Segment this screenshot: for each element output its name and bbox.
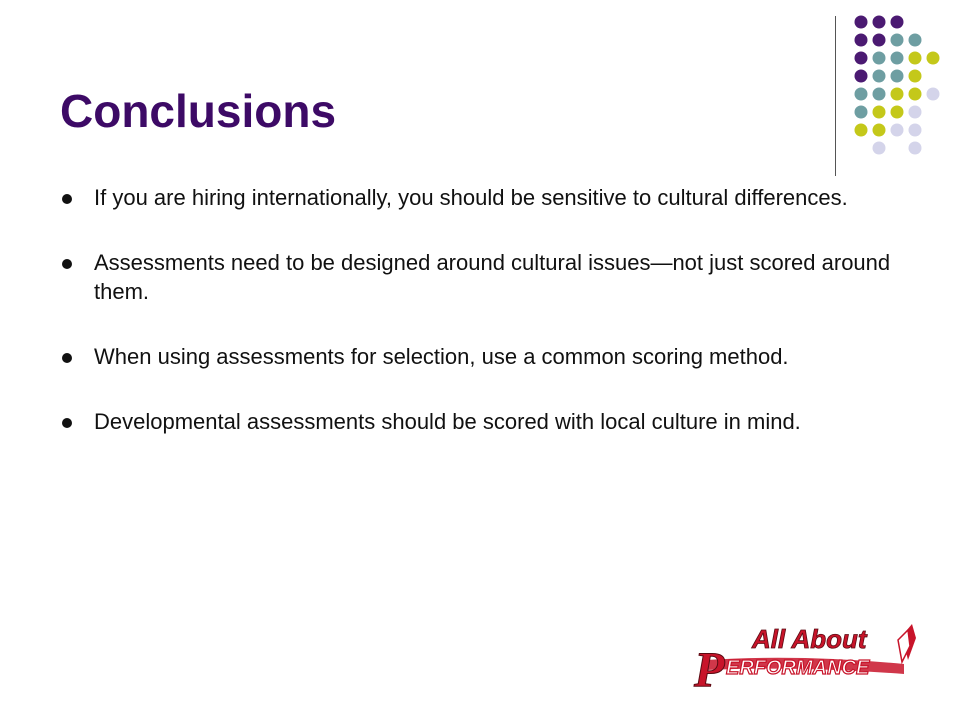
logo-line2: ERFORMANCE xyxy=(726,657,870,679)
decorative-dot xyxy=(855,34,868,47)
logo-line1: All About xyxy=(752,624,867,654)
decorative-dot xyxy=(873,142,886,155)
bullet-dot-icon xyxy=(62,418,72,428)
bullet-item xyxy=(62,183,922,212)
slide-title: Conclusions xyxy=(60,85,337,137)
decorative-dot xyxy=(855,106,868,119)
decorative-dot xyxy=(873,124,886,137)
decorative-dot xyxy=(927,88,940,101)
bullet-text: Developmental assessments should be scored with local culture in mind. xyxy=(94,409,801,434)
decorative-dot xyxy=(873,16,886,29)
decorative-dot xyxy=(909,106,922,119)
bullet-dot-icon xyxy=(62,259,72,269)
decorative-dot xyxy=(873,106,886,119)
decorative-dot xyxy=(909,124,922,137)
decorative-dot xyxy=(873,52,886,65)
decorative-dot xyxy=(873,34,886,47)
decorative-dot xyxy=(909,142,922,155)
decorative-dot xyxy=(855,16,868,29)
decorative-dot xyxy=(909,34,922,47)
decorative-dot xyxy=(909,52,922,65)
decorative-dot xyxy=(891,106,904,119)
bullet-list xyxy=(62,183,922,472)
bullet-text: When using assessments for selection, use a common scoring method. xyxy=(94,344,789,369)
bullet-text: If you are hiring internationally, you should be sensitive to cultural differences. xyxy=(94,185,848,210)
decorative-dot xyxy=(891,124,904,137)
decorative-dot xyxy=(855,70,868,83)
logo-initial: P xyxy=(694,641,725,690)
decorative-dot xyxy=(891,88,904,101)
decorative-dot xyxy=(873,70,886,83)
decorative-dot xyxy=(855,88,868,101)
bullet-item xyxy=(62,342,922,371)
decorative-dot xyxy=(855,124,868,137)
bullet-text: Assessments need to be designed around cultural issues—not just scored around them. xyxy=(94,250,891,304)
decorative-dot xyxy=(873,88,886,101)
decorative-dot xyxy=(909,70,922,83)
decorative-dot xyxy=(927,52,940,65)
decorative-dot xyxy=(909,88,922,101)
divider-line xyxy=(835,16,836,176)
bullet-dot-icon xyxy=(62,194,72,204)
decorative-dot xyxy=(891,16,904,29)
all-about-performance-logo xyxy=(690,620,935,690)
decorative-dot xyxy=(855,52,868,65)
bullet-item xyxy=(62,407,922,436)
bullet-item xyxy=(62,248,922,306)
bullet-dot-icon xyxy=(62,353,72,363)
decorative-dot xyxy=(891,70,904,83)
decorative-dot xyxy=(891,34,904,47)
decorative-dot xyxy=(891,52,904,65)
